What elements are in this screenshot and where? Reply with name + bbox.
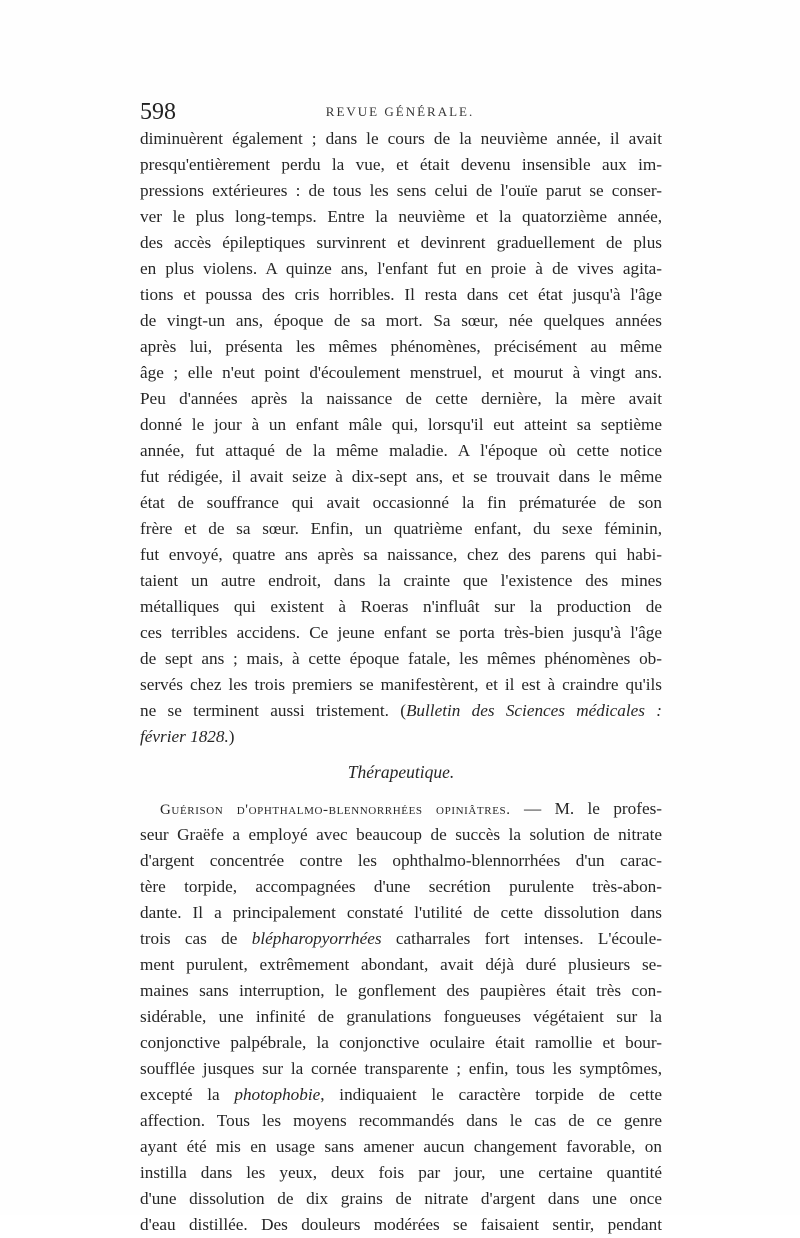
page-number: 598: [140, 99, 176, 125]
text-line: instilla dans les yeux, deux fois par jour, une certaine quantité: [140, 1163, 662, 1182]
text-line: d'une dissolution de dix grains de nitrate d'argent dans une once: [140, 1189, 662, 1208]
text-line: affection. Tous les moyens recommandés dans le cas de ce genre: [140, 1111, 662, 1130]
text-line: frère et de sa sœur. Enfin, un quatrième enfant, du sexe féminin,: [140, 519, 662, 538]
text-line: Peu d'années après la naissance de cette dernière, la mère avait: [140, 389, 662, 408]
text-line: d'eau distillée. Des douleurs modérées se faisaient sentir, pendant: [140, 1215, 662, 1234]
text-segment: catharrales fort intenses. L'écoule-: [381, 929, 662, 948]
text-segment: trois cas de: [140, 929, 252, 948]
running-head: REVUE GÉNÉRALE.: [325, 104, 475, 119]
text-line: taient un autre endroit, dans la crainte que l'existence des mines: [140, 571, 662, 590]
text-line: ment purulent, extrêmement abondant, avait déjà duré plusieurs se-: [140, 955, 662, 974]
text-line: année, fut attaqué de la même maladie. A l'époque où cette notice: [140, 441, 662, 460]
text-line: [140, 926, 662, 952]
citation-date-label: février 1828.: [140, 727, 229, 746]
page-header: [140, 96, 660, 128]
text-line: soufflée jusques sur la cornée transparente ; enfin, tous les symptômes,: [140, 1059, 662, 1078]
text-line: état de souffrance qui avait occasionné la fin prématurée de son: [140, 493, 662, 512]
text-line: de sept ans ; mais, à cette époque fatale, les mêmes phénomènes ob-: [140, 649, 662, 668]
text-line: donné le jour à un enfant mâle qui, lorsqu'il eut atteint sa septième: [140, 415, 662, 434]
text-line: presqu'entièrement perdu la vue, et était devenu insensible aux im-: [140, 155, 662, 174]
paragraph-heading-line: [140, 796, 662, 822]
text-line: âge ; elle n'eut point d'écoulement menstruel, et mourut à vingt ans.: [140, 363, 662, 382]
body-text: [140, 126, 662, 1238]
text-line: conjonctive palpébrale, la conjonctive oculaire était ramollie et bour-: [140, 1033, 662, 1052]
text-line: servés chez les trois premiers se manifestèrent, et il est à craindre qu'ils: [140, 675, 662, 694]
text-line: d'argent concentrée contre les ophthalmo-blennorrhées d'un carac-: [140, 851, 662, 870]
text-line: des accès épileptiques survinrent et devinrent graduellement de plus: [140, 233, 662, 252]
text-segment: , indiquaient le caractère torpide de cette: [320, 1085, 662, 1104]
text-line-content: M. le profes-: [554, 799, 662, 818]
citation-open-paren: (: [400, 701, 406, 720]
text-line: après lui, présenta les mêmes phénomènes, précisément au même: [140, 337, 662, 356]
italic-term: blépharopyorrhées: [251, 929, 382, 948]
text-line-with-citation: [140, 698, 662, 724]
text-line: tions et poussa des cris horribles. Il resta dans cet état jusqu'à l'âge: [140, 285, 662, 304]
citation-line: [140, 724, 662, 750]
text-line-content: ne se terminent aussi tristement.: [140, 701, 389, 720]
text-line: ces terribles accidens. Ce jeune enfant se porta très-bien jusqu'à l'âge: [140, 623, 662, 642]
text-line: diminuèrent également ; dans le cours de la neuvième année, il avait: [140, 129, 662, 148]
text-line: pressions extérieures : de tous les sens celui de l'ouïe parut se conser-: [140, 181, 662, 200]
citation-close-paren: ): [228, 727, 235, 746]
text-line: métalliques qui existent à Roeras n'influât sur la production de: [140, 597, 662, 616]
section-title: Thérapeutique.: [347, 762, 455, 782]
text-line: dante. Il a principalement constaté l'utilité de cette dissolution dans: [140, 903, 662, 922]
text-line: ver le plus long-temps. Entre la neuvième et la quatorzième année,: [140, 207, 662, 226]
text-line: en plus violens. A quinze ans, l'enfant fut en proie à de vives agita-: [140, 259, 662, 278]
text-line: fut rédigée, il avait seize à dix-sept ans, et se trouvait dans le même: [140, 467, 662, 486]
heading-dash: —: [510, 799, 555, 818]
text-line: tère torpide, accompagnées d'une secrétion purulente très-abon-: [140, 877, 662, 896]
text-line: sidérable, une infinité de granulations fongueuses végétaient sur la: [140, 1007, 662, 1026]
text-line: ayant été mis en usage sans amener aucun changement favorable, on: [140, 1137, 662, 1156]
text-line: seur Graëfe a employé avec beaucoup de succès la solution de nitrate: [140, 825, 662, 844]
citation-source: Bulletin des Sciences médicales :: [405, 701, 662, 720]
italic-term: photophobie: [234, 1085, 321, 1104]
text-line: [140, 1082, 662, 1108]
paragraph-heading: Guérison d'ophthalmo-blennorrhées opiniâtres.: [160, 802, 511, 818]
text-line: fut envoyé, quatre ans après sa naissance, chez des parens qui habi-: [140, 545, 662, 564]
text-segment: excepté la: [140, 1085, 235, 1104]
text-line: de vingt-un ans, époque de sa mort. Sa sœur, née quelques années: [140, 311, 662, 330]
text-line: maines sans interruption, le gonflement des paupières était très con-: [140, 981, 662, 1000]
